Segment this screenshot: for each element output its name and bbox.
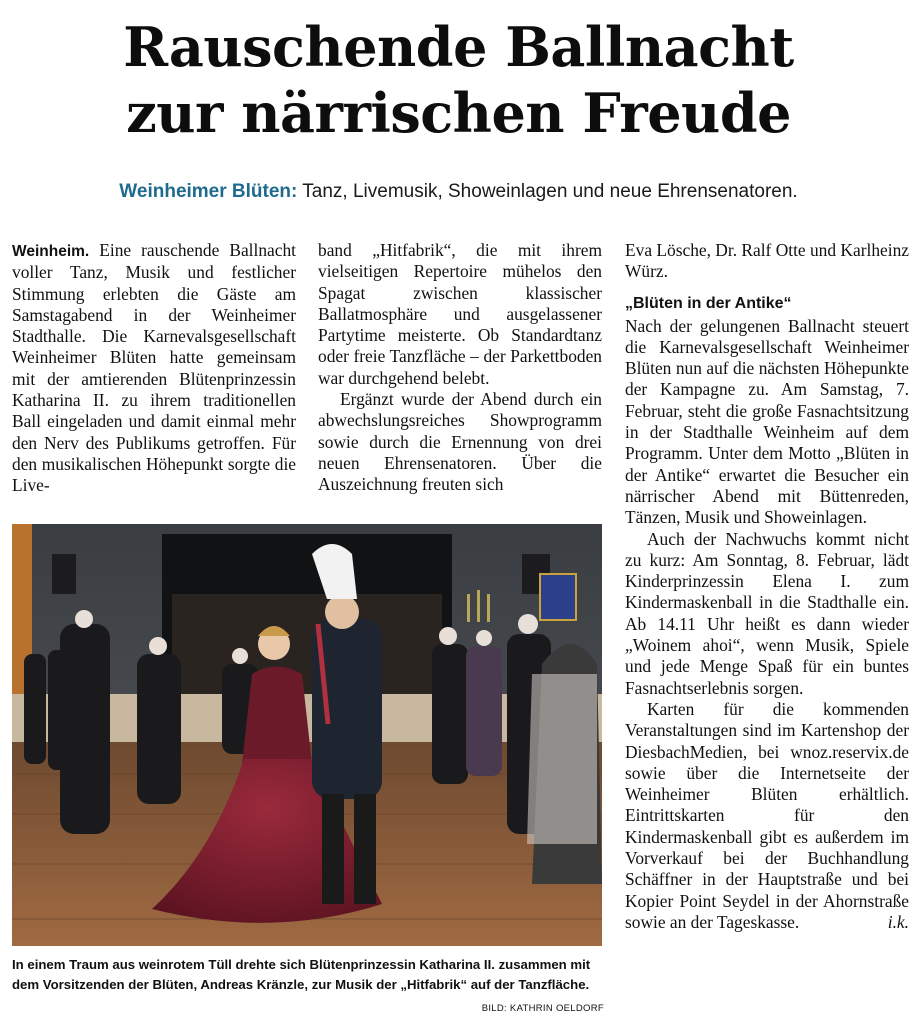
paragraph: band „Hitfabrik“, die mit ihrem vielseitigen Repertoire mühelos den Spagat zwischen klassischer Ballatmosphäre und ausgelassener Partytime meisterte. Ob Standardtanz oder freie Tanzfläche – der Parkettboden war durchgehend belebt.: [318, 240, 602, 388]
subline-kicker: Weinheimer Blüten:: [119, 181, 298, 202]
article-column-3: [625, 240, 909, 933]
paragraph-text: Eine rauschende Ballnacht voller Tanz, Musik und festlicher Stimmung erlebten die Gäste am Samstagabend in der Weinheimer Stadthalle. Die Karnevalsgesellschaft Weinheimer Blüten hatte gemeinsam mit der amtierenden Blütenprinzessin Katharina II. zu ihrem traditionellen Ball eingeladen und damit einmal mehr den Nerv des Publikums getroffen. Für den musikalischen Höhepunkt sorgte die Live-: [12, 240, 296, 496]
paragraph: Eva Lösche, Dr. Ralf Otte und Karlheinz Würz.: [625, 240, 909, 282]
dateline: Weinheim.: [12, 243, 90, 260]
paragraph: [12, 240, 296, 497]
ball-photo: [12, 524, 602, 946]
article-column-2: [318, 240, 602, 496]
headline: [0, 14, 917, 146]
paragraph: Nach der gelungenen Ballnacht steuert die Karnevalsgesellschaft Weinheimer Blüten nun auf die nächsten Höhepunkte der Kampagne zu. Am Samstag, 7. Februar, steht die große Fasnachtsitzung in der Stadthalle Weinheim auf dem Programm. Unter dem Motto „Blüten in der Antike“ erwartet die Besucher ein närrischer Abend mit Büttenreden, Tänzen, Musik und Showeinlagen.: [625, 315, 909, 528]
paragraph: Auch der Nachwuchs kommt nicht zu kurz: Am Sonntag, 8. Februar, lädt Kinderprinzessin Elena I. zum Kindermaskenball in die Stadthalle ein. Ab 14.11 Uhr heißt es dann wieder „Woinem ahoi“, wenn Musik, Spiele und jede Menge Spaß für ein buntes Fasnachtserlebnis sorgen.: [625, 528, 909, 698]
paragraph: Ergänzt wurde der Abend durch ein abwechslungsreiches Showprogramm sowie durch die Ernennung von drei neuen Ehrensenatoren. Über die Auszeichnung freuten sich: [318, 389, 602, 495]
caption-text: In einem Traum aus weinrotem Tüll drehte sich Blütenprinzessin Katharina II. zusammen mit dem Vorsitzenden der Blüten, Andreas Kränzle, zur Musik der „Hitfabrik“ auf der Tanzfläche.: [12, 957, 591, 992]
paragraph-text: Karten für die kommenden Veranstaltungen sind im Kartenshop der DiesbachMedien, bei wnoz.reservix.de sowie über die Internetseite der Weinheimer Blüten erhältlich. Eintrittskarten für den Kindermaskenball gibt es außerdem im Vorverkauf bei der Buchhandlung Schäffner in der Hauptstraße und bei Kopier Point Seydel in der Ahornstraße sowie an der Tageskasse.: [625, 698, 909, 932]
author-signature: i.k.: [887, 911, 909, 932]
paragraph: [625, 699, 909, 933]
section-subhead: „Blüten in der Antike“: [625, 294, 792, 312]
photo-credit: BILD: KATHRIN OELDORF: [481, 1003, 604, 1014]
photo-caption: [12, 955, 604, 1019]
ball-photo-illustration: [12, 524, 602, 946]
subline-text: Tanz, Livemusik, Showeinlagen und neue Ehrensenatoren.: [297, 181, 798, 202]
headline-line-2: zur närrischen Freude: [126, 81, 791, 145]
subline: [0, 181, 917, 203]
headline-line-1: Rauschende Ballnacht: [123, 15, 794, 79]
article-column-1: [12, 240, 296, 497]
